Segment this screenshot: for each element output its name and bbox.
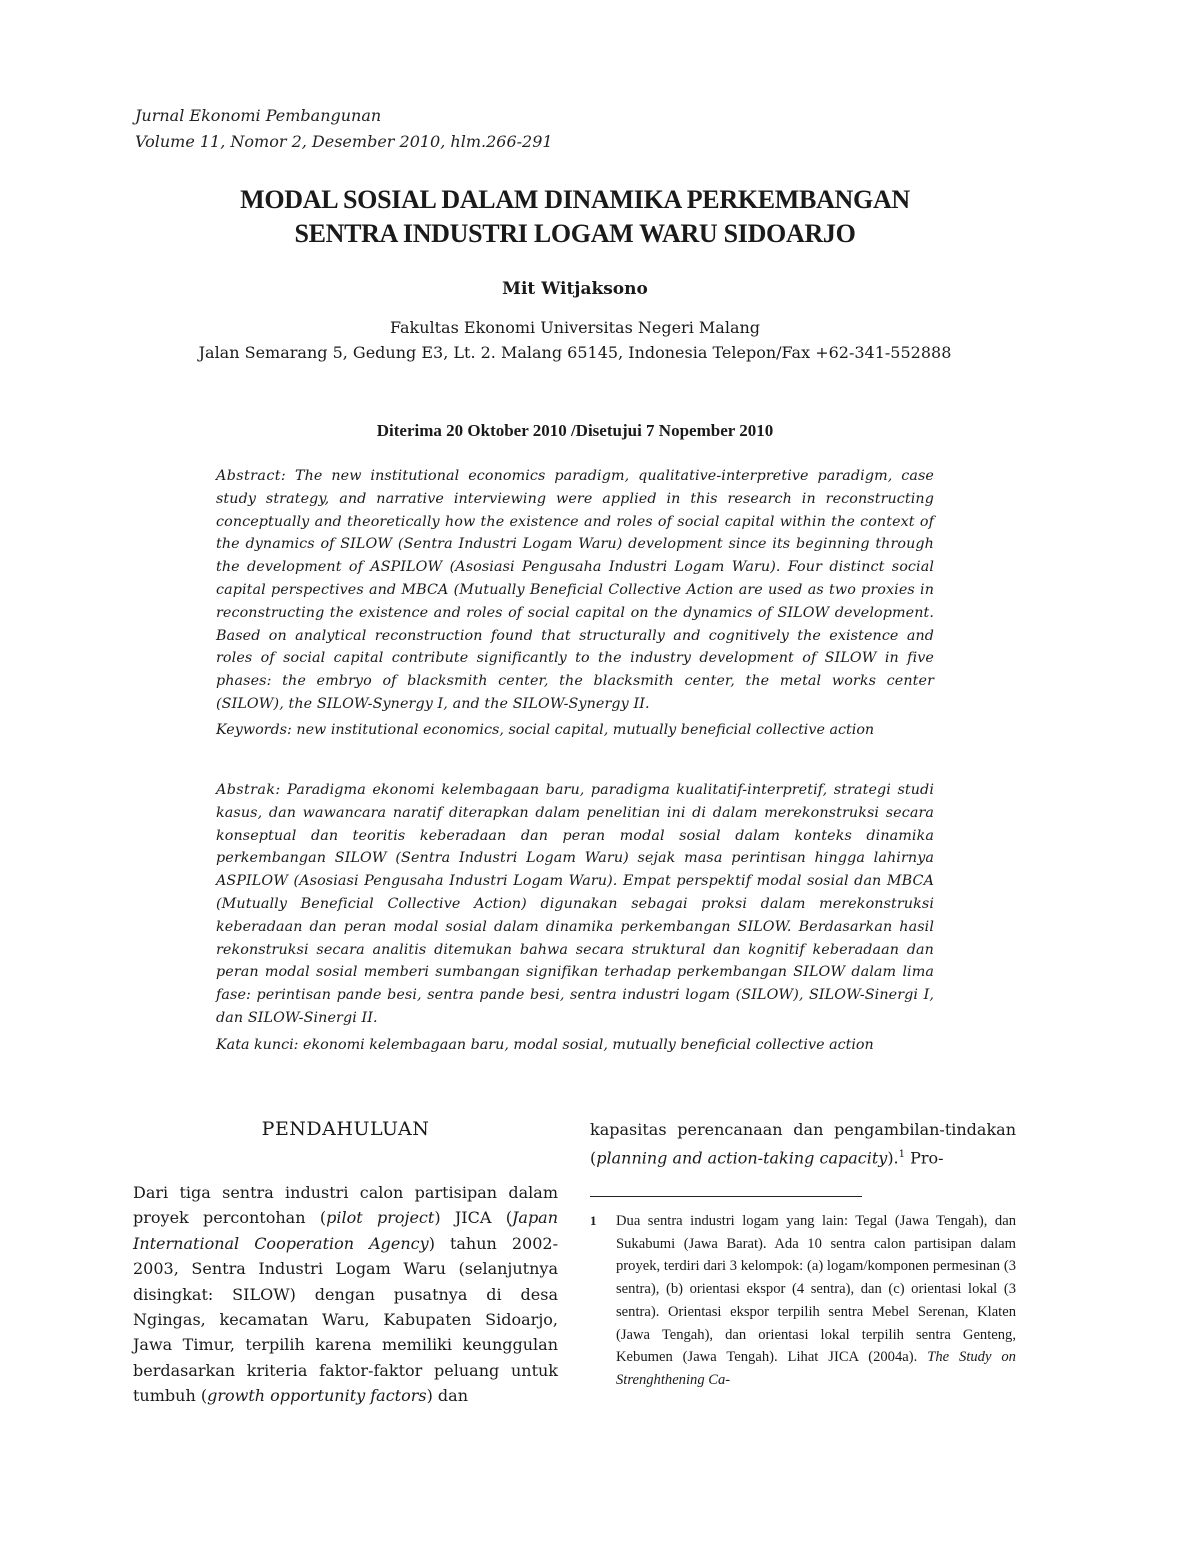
author-affiliation: [0, 315, 1150, 365]
footnote-number: 1: [590, 1213, 597, 1228]
affiliation-line-1: Fakultas Ekonomi Universitas Negeri Malang: [389, 318, 761, 337]
received-approved-dates: Diterima 20 Oktober 2010 /Disetujui 7 Nopember 2010: [376, 421, 774, 440]
footnote-body: [616, 1210, 1016, 1392]
abstract-text: The new institutional economics paradigm, qualitative-interpretive paradigm, case study strategy, and narrative interviewing were applied in this research in reconstructing conceptually and theoretically how the existence and roles of social capital within the context of the dynamics of SILOW (Sentra Industri Logam Waru) development since its beginning through the development of ASPILOW (Asosiasi Pengusaha Industri Logam Waru). Four distinct social capital perspectives and MBCA (Mutually Beneficial Collective Action are used as two proxies in reconstructing the existence and roles of social capital on the dynamics of SILOW development. Based on analytical reconstruction found that structurally and cognitively the existence and roles of social capital contribute significantly to the industry development of SILOW in five phases: the embryo of blacksmith center, the blacksmith center, the metal works center (SILOW), the SILOW-Synergy I, and the SILOW-Synergy II.: [216, 468, 934, 712]
body-text: ).: [887, 1148, 899, 1168]
journal-name: Jurnal Ekonomi Pembangunan: [135, 106, 382, 125]
body-text: ) tahun 2002-2003, Sentra Industri Logam Waru (selanjutnya disingkat: SILOW) dengan pusatnya di desa Ngingas, kecamatan Waru, Kabupaten Sidoarjo, Jawa Timur, terpilih karena memiliki keunggulan berdasarkan kriteria faktor-faktor peluang untuk tumbuh (: [133, 1233, 558, 1406]
kata-kunci-label: Kata kunci:: [216, 1037, 299, 1053]
footnote: [590, 1210, 1016, 1392]
title-line-2: SENTRA INDUSTRI LOGAM WARU SIDOARJO: [294, 219, 856, 248]
body-text: ) JICA (: [434, 1208, 512, 1228]
journal-issue: Volume 11, Nomor 2, Desember 2010, hlm.266-291: [135, 132, 553, 151]
abstract-label: Abstract:: [216, 468, 287, 484]
body-text: kapasitas perencanaan dan pengambilan-tindakan (: [590, 1120, 1016, 1168]
section-heading: PENDAHULUAN: [261, 1118, 430, 1140]
kata-kunci-text: ekonomi kelembagaan baru, modal sosial, mutually beneficial collective action: [303, 1037, 874, 1053]
footnote-reference[interactable]: 1: [898, 1149, 906, 1161]
body-text: Dari tiga sentra industri calon partisipan dalam proyek percontohan (: [133, 1183, 558, 1228]
keywords-text: new institutional economics, social capital, mutually beneficial collective action: [296, 722, 875, 738]
body-italic: growth opportunity factors: [207, 1386, 427, 1406]
body-italic: planning and action-taking capacity: [596, 1148, 888, 1168]
keywords-english: [216, 722, 934, 738]
body-italic: Japan International Cooperation Agency: [133, 1208, 559, 1253]
body-italic: pilot project: [326, 1208, 435, 1228]
footnote-divider: [590, 1196, 862, 1197]
body-column-left: [133, 1180, 558, 1409]
abstrak-text: Paradigma ekonomi kelembagaan baru, paradigma kualitatif-interpretif, strategi studi kasus, dan wawancara naratif diterapkan dalam penelitian ini di dalam merekonstruksi secara konseptual dan teoritis keberadaan dan peran modal sosial dalam konteks dinamika perkembangan SILOW (Sentra Industri Logam Waru) sejak masa perintisan hingga lahirnya ASPILOW (Asosiasi Pengusaha Industri Logam Waru). Empat perspektif modal sosial dan MBCA (Mutually Beneficial Collective Action) digunakan sebagai proksi dalam merekonstruksi keberadaan dan peran modal sosial dalam dinamika perkembangan SILOW. Berdasarkan hasil rekonstruksi secara analitis ditemukan bahwa secara struktural dan kognitif keberadaan dan peran modal sosial memberi sumbangan signifikan terhadap perkembangan SILOW dalam lima fase: perintisan pande besi, sentra pande besi, sentra industri logam (SILOW), SILOW-Sinergi I, dan SILOW-Sinergi II.: [216, 782, 934, 1026]
abstract-indonesian: [216, 779, 934, 1030]
body-text: Pro-: [905, 1148, 944, 1168]
journal-citation: [135, 103, 553, 155]
author-name: Mit Witjaksono: [502, 279, 648, 299]
footnote-italic: The Study on Strenghthening Ca-: [616, 1349, 1016, 1388]
affiliation-line-2: Jalan Semarang 5, Gedung E3, Lt. 2. Malang 65145, Indonesia Telepon/Fax +62-341-552888: [198, 343, 952, 362]
body-column-right: [590, 1117, 1016, 1171]
keywords-indonesian: [216, 1037, 934, 1053]
paper-title: [130, 183, 1020, 251]
body-text: ) dan: [426, 1386, 469, 1406]
title-line-1: MODAL SOSIAL DALAM DINAMIKA PERKEMBANGAN: [240, 185, 910, 214]
footnote-text: Dua sentra industri logam yang lain: Tegal (Jawa Tengah), dan Sukabumi (Jawa Barat). Ada 10 sentra calon partisipan dalam proyek, terdiri dari 3 kelompok: (a) logam/komponen permesinan (3 sentra), (b) orientasi ekspor (4 sentra), dan (c) orientasi lokal (3 sentra). Orientasi ekspor terpilih sentra Mebel Serenan, Klaten (Jawa Tengah), dan orientasi lokal terpilih sentra Genteng, Kebumen (Jawa Tengah). Lihat JICA (2004a).: [616, 1213, 1016, 1366]
abstrak-label: Abstrak:: [216, 782, 281, 798]
abstract-english: [216, 465, 934, 716]
keywords-label: Keywords:: [216, 722, 292, 738]
